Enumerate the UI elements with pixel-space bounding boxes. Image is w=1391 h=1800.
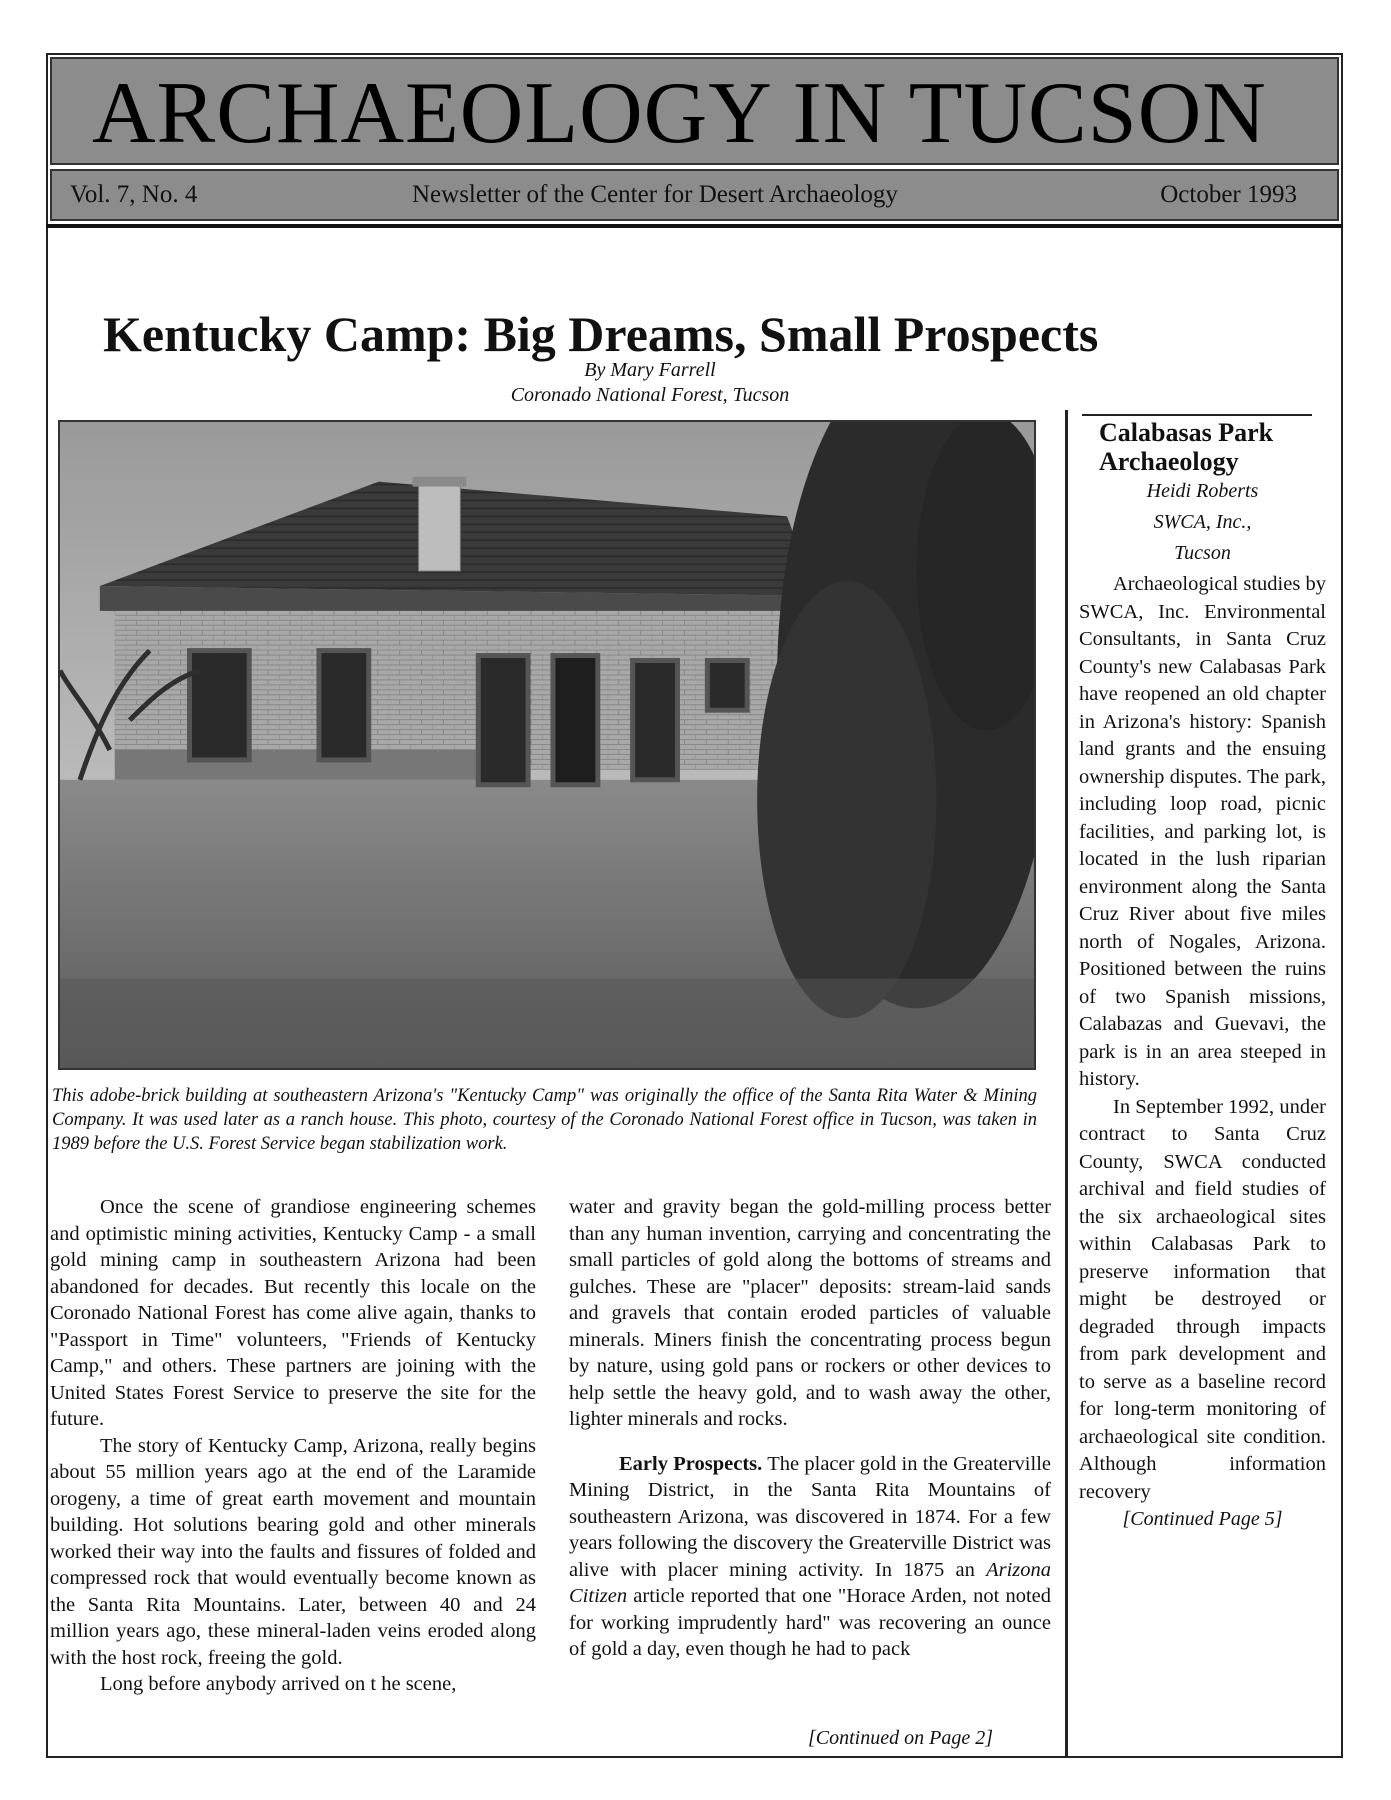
photo-caption: This adobe-brick building at southeastern Arizona's "Kentucky Camp" was originally the office of the Santa Rita Water & Mining Company. It was used later as a ranch house. This photo, courtesy of the Coronado National Forest office in Tucson, was taken in 1989 before the U.S. Forest Service began stabilization work. [52, 1086, 1037, 1154]
kentucky-camp-photo [58, 420, 1036, 1070]
sidebar-title-line: Archaeology [1099, 447, 1239, 476]
paragraph: Once the scene of grandiose engineering schemes and optimistic mining activities, Kentucky Camp - a small gold mining camp in southeastern Arizona had been abandoned for decades. But recently this locale on the Coronado National Forest has come alive again, thanks to "Passport in Time" volunteers, "Friends of Kentucky Camp," and others. These partners are joining with the United States Forest Service to preserve the site for the future. [50, 1196, 536, 1430]
article-byline [430, 358, 870, 408]
paragraph-text: The placer gold in the Greaterville Mining District, in the Santa Rita Mountains of southeastern Arizona, was discovered in 1874. For a few years following the discovery the Greaterville District was alive with placer mining activity. In 1875 an [569, 1452, 1051, 1581]
article-column-1 [50, 1194, 536, 1698]
sidebar-top-rule [1082, 414, 1312, 416]
issue-date: October 1993 [1160, 181, 1297, 208]
byline-affiliation: Coronado National Forest, Tucson [510, 384, 790, 406]
masthead-rule [46, 224, 1343, 228]
sidebar-body [1079, 571, 1326, 1506]
article-column-2 [569, 1194, 1051, 1663]
byline-author: By Mary Farrell [584, 359, 716, 381]
masthead-title: ARCHAEOLOGY IN TUCSON [92, 65, 1267, 162]
masthead [50, 57, 1339, 165]
paragraph: Long before anybody arrived on t he scene, [100, 1673, 457, 1695]
paragraph: The story of Kentucky Camp, Arizona, really begins about 55 million years ago at the end of the Laramide orogeny, a time of great earth movement and mountain building. Hot solutions bearing gold and other minerals worked their way into the faults and fissures of folded and compressed rock that would eventually become known as the Santa Rita Mountains. Later, between 40 and 24 million years ago, these mineral-laden veins eroded along with the host rock, freeing the gold. [50, 1434, 536, 1669]
sidebar-title-line: Calabasas Park [1099, 418, 1274, 447]
article-headline: Kentucky Camp: Big Dreams, Small Prospects [103, 306, 1099, 362]
issue-info-bar [50, 169, 1339, 221]
sidebar-org: SWCA, Inc., [1153, 511, 1252, 533]
sidebar-city: Tucson [1174, 542, 1231, 564]
section-heading: Early Prospects. [619, 1452, 763, 1475]
paragraph: Archaeological studies by SWCA, Inc. Environmental Consultants, in Santa Cruz County's new Calabasas Park have reopened an old chapter in Arizona's history: Spanish land grants and the ensuing ownership disputes. The park, including loop road, picnic facilities, and parking lot, is located in the lush riparian environment along the Santa Cruz River about five miles north of Nogales, Arizona. Positioned between the ruins of two Spanish missions, Calabazas and Guevavi, the park is in an area steeped in history. [1079, 573, 1326, 1090]
sidebar-title [1099, 418, 1326, 476]
sidebar-divider [1065, 410, 1068, 1758]
sidebar-author: Heidi Roberts [1146, 480, 1259, 502]
paragraph: In September 1992, under contract to Santa Cruz County, SWCA conducted archival and field studies of the six archaeological sites within Calabasas Park to preserve information that might be destroyed or degraded through impacts from park development and to serve as a baseline record for long-term monitoring of archaeological site condition. Although information recovery [1079, 1095, 1326, 1503]
continued-link-page-5: [Continued Page 5] [1122, 1508, 1283, 1530]
sidebar-article [1079, 418, 1326, 1531]
continued-link-page-2: [Continued on Page 2] [808, 1727, 993, 1749]
adobe-building-image [60, 422, 1034, 1068]
newsletter-subtitle: Newsletter of the Center for Desert Archaeology [412, 181, 898, 208]
volume-number: Vol. 7, No. 4 [70, 181, 198, 208]
paragraph [569, 1451, 1051, 1663]
paragraph: water and gravity began the gold-milling process better than any human invention, carrying and concentrating the small particles of gold along the bottoms of streams and gulches. These are "placer" deposits: stream-laid sands and gravels that contain eroded particles of valuable minerals. Miners finish the concentrating process begun by nature, using gold pans or rockers or other devices to help settle the heavy gold, and to wash away the other, lighter minerals and rocks. [569, 1196, 1051, 1430]
publication-name: Arizona Citizen [569, 1558, 1051, 1607]
paragraph-text: article reported that one "Horace Arden, not noted for working imprudently hard" was recovering an ounce of gold a day, even though he had to pack [569, 1585, 1051, 1660]
sidebar-author-block [1079, 476, 1326, 569]
